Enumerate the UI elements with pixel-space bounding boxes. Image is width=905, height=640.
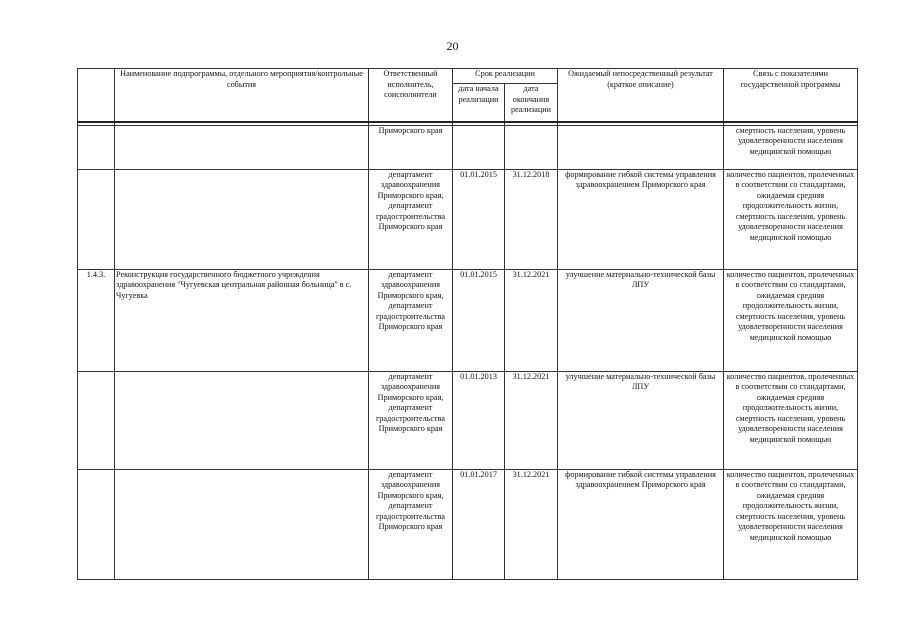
row-number <box>78 371 115 469</box>
row-name <box>115 469 369 579</box>
row-link: количество пациентов, пролеченных в соответствии со стандартами, ожидаемая средняя продолжительность жизни, смертность населения, уровень удовлетворенности населения медицинской помощью <box>724 269 858 371</box>
row-name <box>115 371 369 469</box>
row-end-date: 31.12.2021 <box>505 469 558 579</box>
row-name: Реконструкция государственного бюджетного учреждения здравоохранения "Чугуевская центральная районная больница" в с. Чугуевка <box>115 269 369 371</box>
row-result <box>558 125 724 169</box>
table-row <box>78 125 858 169</box>
table-row <box>78 469 858 579</box>
header-executor: Ответственный исполнитель, соисполнители <box>369 69 453 122</box>
row-start-date: 01.01.2015 <box>453 169 505 269</box>
row-result: улучшение материально-технической базы ЛПУ <box>558 269 724 371</box>
row-executor: Приморского края <box>369 125 453 169</box>
row-number: 1.4.3. <box>78 269 115 371</box>
row-executor: департамент здравоохранения Приморского края, департамент градостроительства Приморского края <box>369 269 453 371</box>
row-result: улучшение материально-технической базы ЛПУ <box>558 371 724 469</box>
header-start: дата начала реализации <box>453 84 505 122</box>
row-start-date <box>453 125 505 169</box>
program-table <box>77 68 858 580</box>
row-link: количество пациентов, пролеченных в соответствии со стандартами, ожидаемая средняя продолжительность жизни, смертность населения, уровень удовлетворенности населения медицинской помощью <box>724 469 858 579</box>
row-executor: департамент здравоохранения Приморского края, департамент градостроительства Приморского края <box>369 169 453 269</box>
header-result: Ожидаемый непосредственный результат (краткое описание) <box>558 69 724 122</box>
row-end-date: 31.12.2021 <box>505 269 558 371</box>
row-end-date: 31.12.2018 <box>505 169 558 269</box>
row-result: формирование гибкой системы управления здравоохранением Приморского края <box>558 169 724 269</box>
row-link: количество пациентов, пролеченных в соответствии со стандартами, ожидаемая средняя продолжительность жизни, смертность населения, уровень удовлетворенности населения медицинской помощью <box>724 169 858 269</box>
header-end: дата окончания реализации <box>505 84 558 122</box>
row-end-date: 31.12.2021 <box>505 371 558 469</box>
header-name: Наименование подпрограммы, отдельного мероприятия/контрольные события <box>115 69 369 122</box>
row-executor: департамент здравоохранения Приморского края, департамент градостроительства Приморского края <box>369 469 453 579</box>
row-executor: департамент здравоохранения Приморского края, департамент градостроительства Приморского края <box>369 371 453 469</box>
row-link: количество пациентов, пролеченных в соответствии со стандартами, ожидаемая средняя продолжительность жизни, смертность населения, уровень удовлетворенности населения медицинской помощью <box>724 371 858 469</box>
page-number: 20 <box>446 39 459 53</box>
row-start-date: 01.01.2017 <box>453 469 505 579</box>
row-name <box>115 169 369 269</box>
row-number <box>78 469 115 579</box>
row-name <box>115 125 369 169</box>
row-number <box>78 169 115 269</box>
row-link: смертность населения, уровень удовлетворенности населения медицинской помощью <box>724 125 858 169</box>
header-link: Связь с показателями государственной программы <box>724 69 858 122</box>
table-row <box>78 371 858 469</box>
table-row <box>78 269 858 371</box>
header-number <box>78 69 115 122</box>
row-end-date <box>505 125 558 169</box>
table-row <box>78 169 858 269</box>
row-start-date: 01.01.2015 <box>453 269 505 371</box>
header-term: Срок реализации <box>453 69 558 84</box>
row-result: формирование гибкой системы управления здравоохранением Приморского края <box>558 469 724 579</box>
row-number <box>78 125 115 169</box>
row-start-date: 01.01.2013 <box>453 371 505 469</box>
